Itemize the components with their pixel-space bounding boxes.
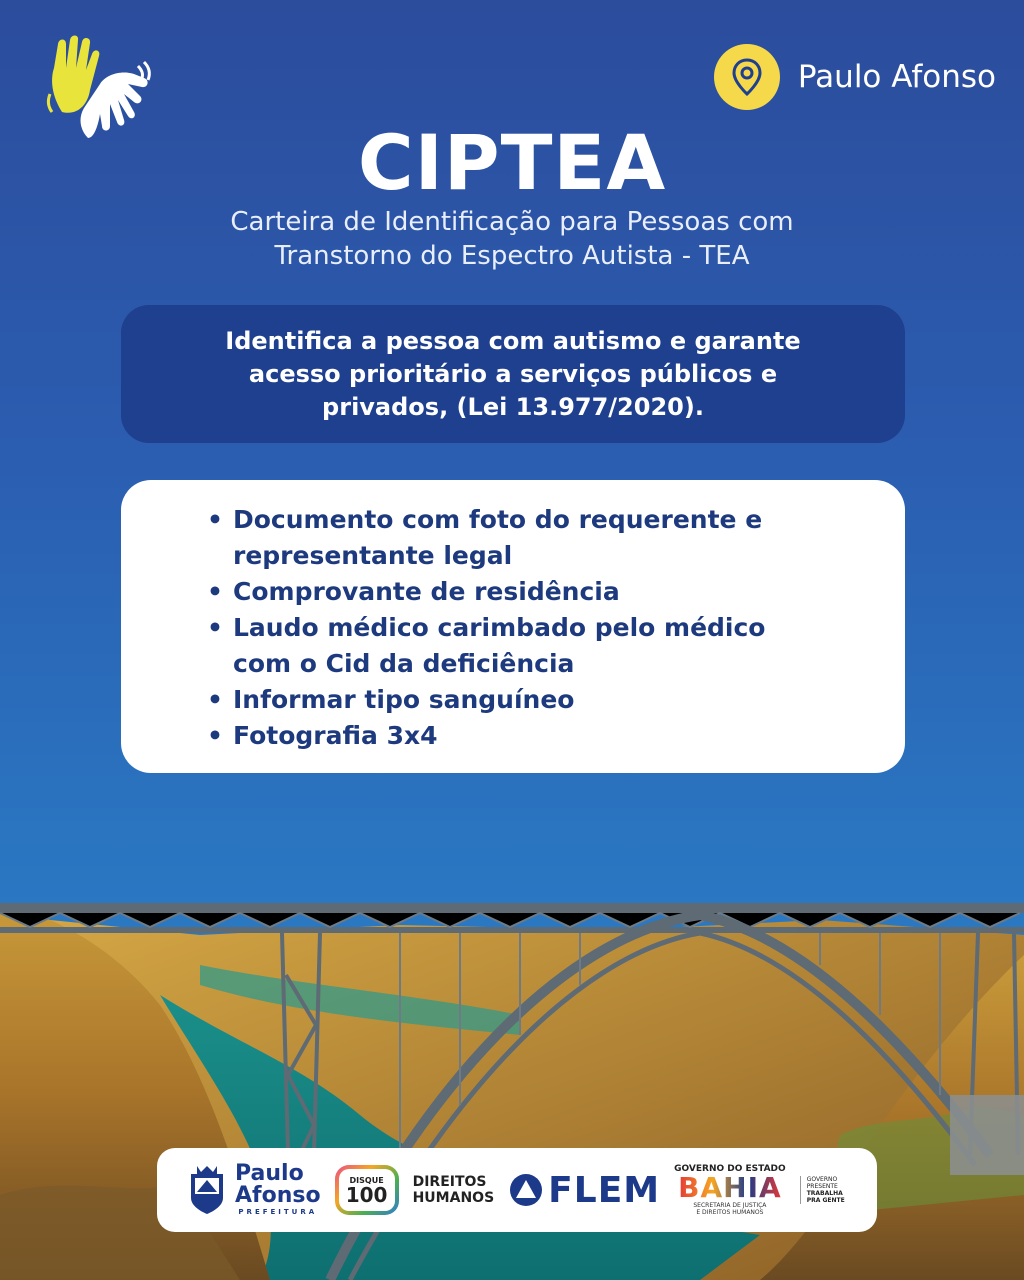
list-item [207,718,845,754]
gov-line-2: PRESENTE [806,1183,838,1190]
city-crest-icon [187,1164,227,1216]
disque-number: 100 [345,1182,388,1207]
paulo-afonso-prefeitura-logo [187,1163,321,1217]
list-item-text: representante legal [233,541,513,570]
gov-line-4: PRA GENTE [806,1197,845,1204]
list-item [207,502,845,574]
gov-line-1: GOVERNO [806,1176,838,1183]
subtitle-line-2: Transtorno do Espectro Autista - TEA [274,241,750,271]
governo-bahia-logo [674,1164,786,1216]
disque-100-logo [335,1165,399,1215]
flem-mark-icon [508,1172,544,1208]
list-item [207,610,845,682]
info-line-2: acesso prioritário a serviços públicos e [248,359,778,388]
requirements-list [207,502,845,754]
subtitle-line-1: Carteira de Identificação para Pessoas com [230,207,794,237]
list-item [207,682,845,718]
page-subtitle [0,205,1024,273]
requirements-box [121,480,905,773]
governo-presente-logo [800,1176,845,1204]
direitos-humanos-logo [413,1174,495,1206]
humanos-label: HUMANOS [412,1190,495,1206]
list-item-text: • Informar tipo sanguíneo [233,685,575,714]
paulo-afonso-word-2: Afonso [235,1183,321,1208]
secretaria-line-1: SECRETARIA DE JUSTIÇA [693,1202,767,1209]
direitos-label: DIREITOS [412,1174,487,1190]
flem-label: FLEM [548,1169,661,1211]
location-tag [714,44,996,110]
prefeitura-label: PREFEITURA [238,1208,318,1216]
bahia-label: BAHIA [678,1171,782,1204]
list-item-text: com o Cid da deficiência [233,649,575,678]
partner-logos-bar [157,1148,877,1232]
flem-logo [508,1170,660,1211]
list-item-text: • Fotografia 3x4 [233,721,438,750]
location-name: Paulo Afonso [797,59,996,95]
map-pin-icon [714,44,780,110]
secretaria-line-2: E DIREITOS HUMANOS [696,1209,764,1216]
disque-label: DISQUE [349,1175,384,1185]
info-line-3: privados, (Lei 13.977/2020). [322,392,704,421]
governo-estado-label: GOVERNO DO ESTADO [674,1164,786,1174]
page-title: CIPTEA [357,118,667,207]
info-line-1: Identifica a pessoa com autismo e garante [225,326,801,355]
list-item-text: • Documento com foto do requerente e [233,505,763,534]
list-item [207,574,845,610]
gov-line-3: TRABALHA [806,1190,843,1197]
list-item-text: • Laudo médico carimbado pelo médico [233,613,766,642]
list-item-text: • Comprovante de residência [233,577,620,606]
info-box [121,305,905,443]
paulo-afonso-word-1: Paulo [235,1161,304,1186]
